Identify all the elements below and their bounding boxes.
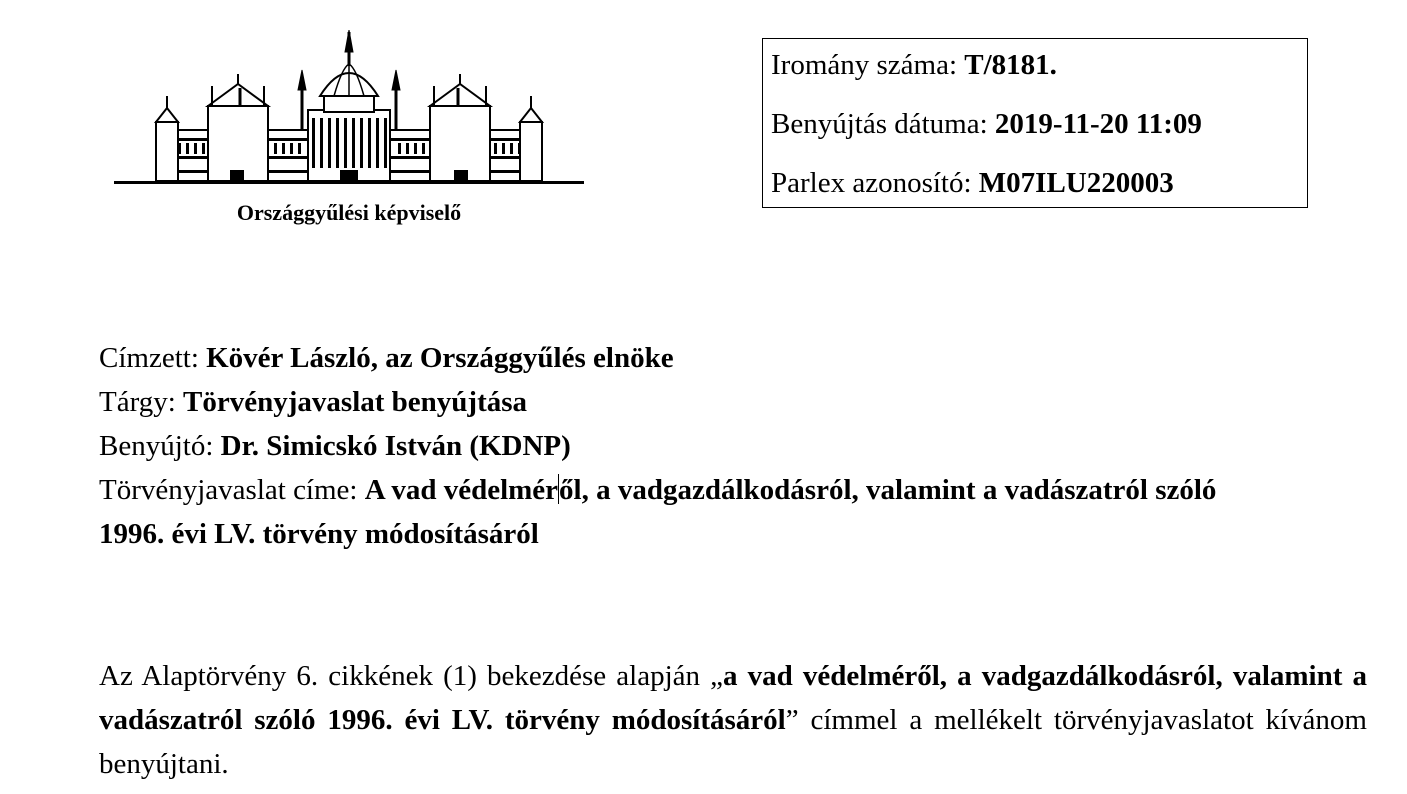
- cimzett-line: [99, 336, 674, 380]
- body-text-before: Az Alaptörvény 6. cikkének (1) bekezdése alapján „: [99, 660, 724, 692]
- parlex-label: Parlex azonosító:: [771, 167, 979, 199]
- irom-label: Iromány száma:: [771, 49, 965, 81]
- irom-line: [771, 49, 1057, 82]
- cim-value-part2: ől, a vadgazdálkodásról, valamint a vadászatról szóló: [559, 474, 1217, 506]
- date-label: Benyújtás dátuma:: [771, 108, 995, 140]
- benyujto-value: Dr. Simicskó István (KDNP): [220, 430, 571, 462]
- cim-value-line2: 1996. évi LV. törvény módosításáról: [99, 518, 539, 550]
- logo-caption: Országgyűlési képviselő: [236, 200, 462, 225]
- cim-line: [99, 468, 1216, 512]
- targy-value: Törvényjavaslat benyújtása: [183, 386, 528, 418]
- benyujto-line: [99, 424, 571, 468]
- body-text-after: ” címmel a mellékelt törvényjavaslatot kívánom benyújtani.: [99, 704, 1367, 780]
- targy-line: [99, 380, 527, 424]
- cimzett-label: Címzett:: [99, 342, 207, 374]
- date-line: [771, 108, 1202, 141]
- cim-line-2: [99, 512, 539, 556]
- benyujto-label: Benyújtó:: [99, 430, 221, 462]
- cimzett-value: Kövér László, az Országgyűlés elnöke: [206, 342, 674, 374]
- parliament-logo: [112, 30, 586, 225]
- cim-value-part1: A vad védelmér: [364, 474, 559, 506]
- body-text-bold: a vad védelméről, a vadgazdálkodásról, valamint a vadászatról szóló 1996. évi LV. törvény módosításáról: [99, 660, 1368, 736]
- body-paragraph: [99, 654, 1367, 786]
- date-value: 2019-11-20 11:09: [994, 108, 1202, 140]
- parlex-line: [771, 167, 1174, 200]
- parlex-value: M07ILU220003: [978, 167, 1174, 199]
- targy-label: Tárgy:: [99, 386, 184, 418]
- parliament-building-icon: [112, 30, 586, 190]
- cim-label: Törvényjavaslat címe:: [99, 474, 365, 506]
- irom-value: T/8181.: [964, 49, 1057, 81]
- submission-info-box: [762, 38, 1308, 208]
